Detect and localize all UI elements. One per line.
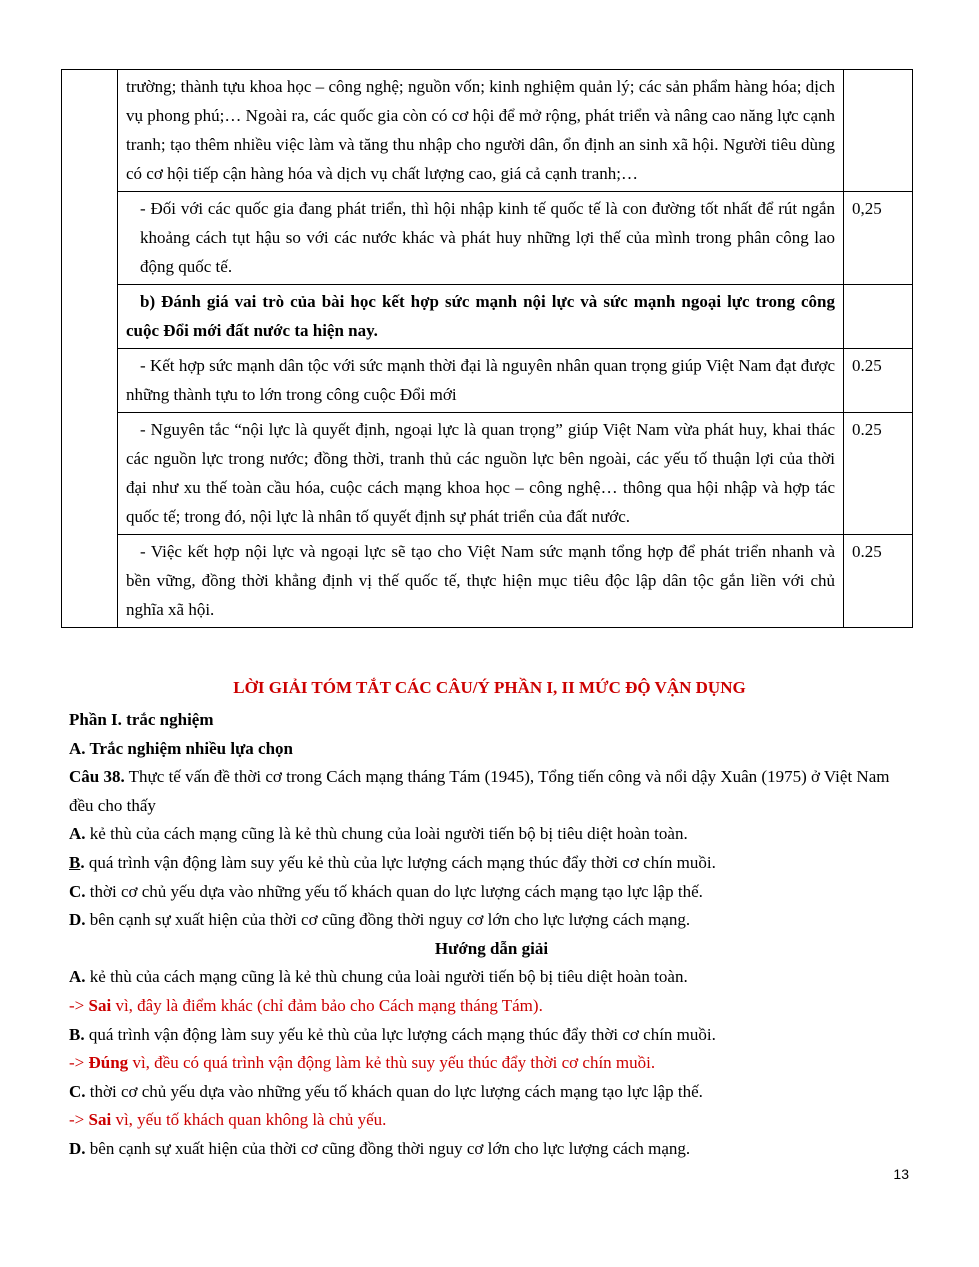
guide-option-c	[69, 1078, 914, 1107]
option-text: thời cơ chủ yếu dựa vào những yếu tố khách quan do lực lượng cách mạng tạo lực lập thế.	[85, 881, 703, 901]
table-cell-text: - Đối với các quốc gia đang phát triển, thì hội nhập kinh tế quốc tế là con đường tốt nhất để rút ngắn khoảng cách tụt hậu so với các nước khác và phát huy những lợi thế của mình trong phân công lao động quốc tế.	[118, 192, 844, 285]
option-a	[69, 820, 914, 849]
option-letter: B.	[69, 1024, 85, 1044]
option-text: quá trình vận động làm suy yếu kẻ thù của lực lượng cách mạng thúc đẩy thời cơ chín muồi.	[84, 1024, 716, 1044]
part-heading: Phần I. trắc nghiệm	[69, 710, 214, 729]
table-row	[62, 70, 913, 192]
solution-body	[69, 706, 914, 1164]
guide-option-b	[69, 1021, 914, 1050]
arrow: ->	[69, 995, 89, 1015]
table-cell-score: 0.25	[844, 349, 913, 413]
arrow: ->	[69, 1053, 89, 1073]
option-text: bên cạnh sự xuất hiện của thời cơ cũng đồng thời nguy cơ lớn cho lực lượng cách mạng.	[85, 910, 691, 930]
reason: vì, yếu tố khách quan không là chủ yếu.	[111, 1110, 387, 1130]
table-cell-heading: b) Đánh giá vai trò của bài học kết hợp sức mạnh nội lực và sức mạnh ngoại lực trong công cuộc Đổi mới đất nước ta hiện nay.	[118, 285, 844, 349]
option-text: thời cơ chủ yếu dựa vào những yếu tố khách quan do lực lượng cách mạng tạo lực lập thế.	[85, 1081, 703, 1101]
table-cell-score	[844, 70, 913, 192]
reason: vì, đây là điểm khác (chỉ đảm bảo cho Cách mạng tháng Tám).	[111, 995, 543, 1015]
option-text: bên cạnh sự xuất hiện của thời cơ cũng đồng thời nguy cơ lớn cho lực lượng cách mạng.	[85, 1138, 691, 1158]
option-d	[69, 906, 914, 935]
option-letter-suffix: .	[80, 852, 85, 872]
blank-cell	[62, 70, 118, 628]
option-letter: A.	[69, 967, 86, 987]
section-title: LỜI GIẢI TÓM TẮT CÁC CÂU/Ý PHẦN I, II MỨC ĐỘ VẬN DỤNG	[233, 678, 746, 697]
option-text: kẻ thù của cách mạng cũng là kẻ thù chung của loài người tiến bộ bị tiêu diệt hoàn toàn.	[85, 967, 688, 987]
guide-option-a	[69, 963, 914, 992]
verdict: Đúng	[88, 1053, 129, 1073]
answer-table	[61, 69, 913, 628]
question-label: Câu 38.	[69, 767, 125, 787]
verdict: Sai	[88, 1110, 112, 1130]
option-text: kẻ thù của cách mạng cũng là kẻ thù chung của loài người tiến bộ bị tiêu diệt hoàn toàn.	[85, 824, 688, 844]
option-text: quá trình vận động làm suy yếu kẻ thù của lực lượng cách mạng thúc đẩy thời cơ chín muồi.	[84, 852, 716, 872]
arrow: ->	[69, 1110, 89, 1130]
option-c	[69, 878, 914, 907]
table-cell-text: - Việc kết hợp nội lực và ngoại lực sẽ tạo cho Việt Nam sức mạnh tổng hợp để phát triển nhanh và bền vững, đồng thời khẳng định vị thế quốc tế, thực hiện mục tiêu độc lập dân tộc gắn liền với chủ nghĩa xã hội.	[118, 535, 844, 628]
subpart-heading: A. Trắc nghiệm nhiều lựa chọn	[69, 738, 293, 758]
guide-verdict-a	[69, 992, 914, 1021]
option-letter: C.	[69, 881, 86, 901]
question-text: Thực tế vấn đề thời cơ trong Cách mạng tháng Tám (1945), Tổng tiến công và nổi dậy Xuân (1975) ở Việt Nam đều cho thấy	[69, 767, 890, 815]
question-stem	[69, 763, 914, 820]
guide-heading: Hướng dẫn giải	[434, 938, 549, 958]
table-cell-score: 0,25	[844, 192, 913, 285]
guide-option-d	[69, 1135, 914, 1164]
table-cell-text: - Kết hợp sức mạnh dân tộc với sức mạnh thời đại là nguyên nhân quan trọng giúp Việt Nam đạt được những thành tựu to lớn trong công cuộc Đổi mới	[118, 349, 844, 413]
table-cell-text: trường; thành tựu khoa học – công nghệ; nguồn vốn; kinh nghiệm quản lý; các sản phẩm hàng hóa; dịch vụ phong phú;… Ngoài ra, các quốc gia còn có cơ hội để mở rộng, phát triển và nâng cao năng lực cạnh tranh; tạo thêm nhiều việc làm và tăng thu nhập cho người dân, ổn định an sinh xã hội. Người tiêu dùng có cơ hội tiếp cận hàng hóa và dịch vụ chất lượng cao, giá cả cạnh tranh;…	[118, 70, 844, 192]
option-letter: D.	[69, 1138, 86, 1158]
table-cell-text: - Nguyên tắc “nội lực là quyết định, ngoại lực là quan trọng” giúp Việt Nam vừa phát huy, khai thác các nguồn lực trong nước; đồng thời, tranh thủ các nguồn lực bên ngoài, các yếu tố thuận lợi của thời đại như xu thế toàn cầu hóa, cuộc cách mạng khoa học – công nghệ… thông qua hội nhập và hợp tác quốc tế; trong đó, nội lực là nhân tố quyết định sự phát triển của đất nước.	[118, 413, 844, 535]
guide-verdict-b	[69, 1049, 914, 1078]
option-letter: A.	[69, 824, 86, 844]
table-cell-score	[844, 285, 913, 349]
verdict: Sai	[88, 995, 112, 1015]
table-cell-score: 0.25	[844, 535, 913, 628]
guide-verdict-c	[69, 1106, 914, 1135]
table-cell-score: 0.25	[844, 413, 913, 535]
table-row	[62, 192, 913, 285]
option-letter: D.	[69, 910, 86, 930]
reason: vì, đều có quá trình vận động làm kẻ thù suy yếu thúc đẩy thời cơ chín muồi.	[128, 1053, 656, 1073]
table-row	[62, 349, 913, 413]
option-letter: C.	[69, 1081, 86, 1101]
table-row	[62, 535, 913, 628]
table-row	[62, 285, 913, 349]
table-row	[62, 413, 913, 535]
page-number: 13	[893, 1166, 909, 1182]
option-letter-correct: B	[69, 852, 81, 872]
option-b	[69, 849, 914, 878]
